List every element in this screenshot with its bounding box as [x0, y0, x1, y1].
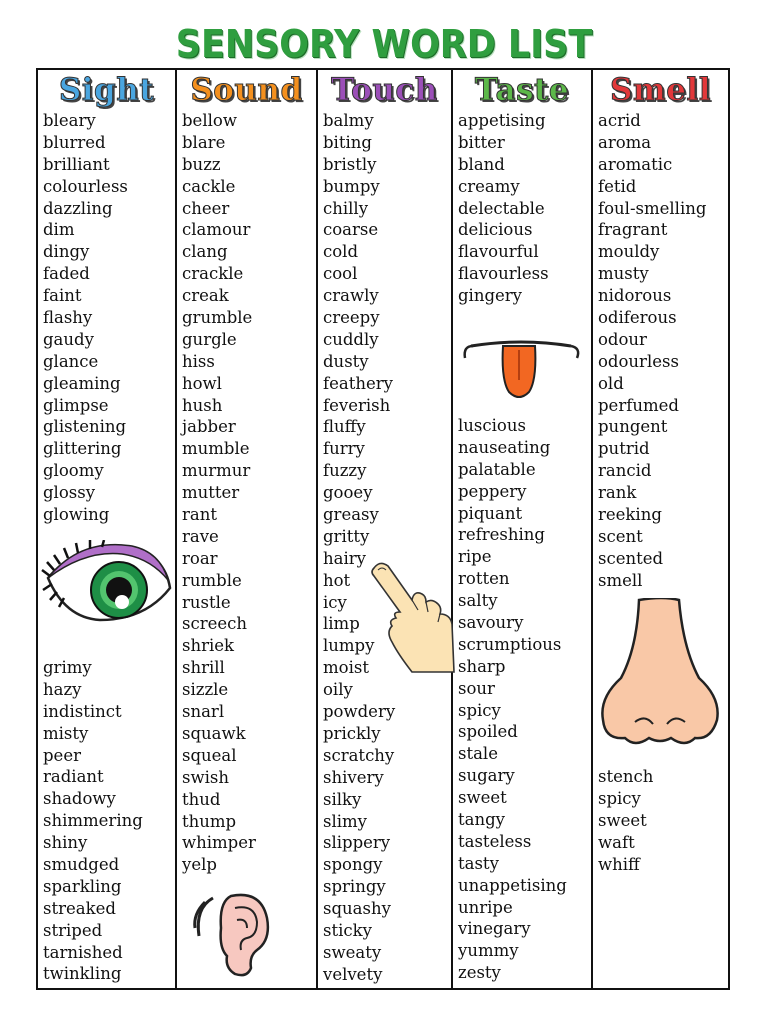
- word-item: odour: [598, 329, 647, 349]
- heading-touch: Touch: [331, 72, 438, 108]
- eye-icon: [40, 540, 172, 630]
- word-item: rant: [182, 505, 217, 525]
- word-item: feverish: [323, 395, 391, 415]
- word-item: gritty: [323, 526, 370, 546]
- word-item: yelp: [182, 855, 217, 875]
- word-item: streaked: [43, 898, 116, 918]
- word-item: biting: [323, 132, 372, 152]
- word-item: balmy: [323, 111, 374, 130]
- word-item: clang: [182, 242, 228, 262]
- tongue-icon: [461, 340, 581, 405]
- word-item: fluffy: [323, 417, 366, 437]
- word-item: furry: [323, 439, 365, 459]
- word-item: bleary: [43, 111, 96, 130]
- word-item: sugary: [458, 766, 515, 786]
- word-item: faded: [43, 264, 90, 284]
- word-item: prickly: [323, 723, 381, 743]
- column-touch: [318, 70, 453, 988]
- word-item: delicious: [458, 220, 533, 240]
- word-item: powdery: [323, 702, 396, 722]
- word-item: perfumed: [598, 395, 679, 415]
- word-item: scratchy: [323, 745, 395, 765]
- word-item: refreshing: [458, 525, 545, 545]
- word-item: colourless: [43, 176, 128, 196]
- word-item: odourless: [598, 351, 679, 371]
- word-item: scent: [598, 526, 643, 546]
- word-list-sight-top: [38, 110, 175, 526]
- word-item: squeal: [182, 745, 237, 765]
- word-item: spicy: [458, 700, 501, 720]
- word-item: delectable: [458, 198, 545, 218]
- word-item: flavourless: [458, 264, 549, 284]
- word-list-sight-bottom: [38, 657, 143, 985]
- page-title: SENSORY WORD LIST: [175, 22, 593, 66]
- word-item: bristly: [323, 154, 377, 174]
- word-item: gaudy: [43, 329, 94, 349]
- word-item: scrumptious: [458, 634, 562, 654]
- word-item: gingery: [458, 286, 523, 306]
- word-item: tasteless: [458, 831, 532, 851]
- word-item: flavourful: [458, 242, 539, 262]
- word-item: bellow: [182, 111, 237, 130]
- word-item: grimy: [43, 658, 92, 677]
- word-item: dim: [43, 220, 75, 240]
- word-item: glimpse: [43, 395, 109, 415]
- word-item: tasty: [458, 853, 499, 873]
- word-item: gleaming: [43, 373, 121, 393]
- word-item: sparkling: [43, 876, 122, 896]
- word-item: hush: [182, 395, 223, 415]
- word-item: brilliant: [43, 154, 110, 174]
- word-item: silky: [323, 789, 362, 809]
- word-item: hiss: [182, 351, 215, 371]
- word-item: radiant: [43, 767, 104, 787]
- column-taste: [453, 70, 593, 988]
- word-item: twinkling: [43, 964, 122, 984]
- word-item: whimper: [182, 833, 256, 853]
- word-item: moist: [323, 658, 369, 678]
- column-sound: [177, 70, 318, 988]
- word-item: shadowy: [43, 789, 116, 809]
- word-item: slippery: [323, 833, 391, 853]
- word-item: lumpy: [323, 636, 375, 656]
- word-item: nidorous: [598, 286, 672, 306]
- word-item: sticky: [323, 920, 372, 940]
- word-item: hairy: [323, 548, 366, 568]
- word-item: musty: [598, 264, 649, 284]
- word-item: gooey: [323, 483, 373, 503]
- heading-sight: Sight: [58, 72, 155, 108]
- word-list-taste-bottom: [453, 415, 567, 984]
- word-item: squashy: [323, 899, 391, 919]
- word-item: putrid: [598, 439, 650, 459]
- ear-icon: [191, 888, 281, 983]
- word-item: fuzzy: [323, 461, 367, 481]
- word-item: howl: [182, 373, 222, 393]
- word-item: unripe: [458, 897, 513, 917]
- word-item: spicy: [598, 788, 641, 808]
- word-list-smell-top: [593, 110, 728, 592]
- word-item: palatable: [458, 459, 536, 479]
- word-item: creak: [182, 286, 229, 306]
- word-item: springy: [323, 877, 386, 897]
- word-item: slimy: [323, 811, 367, 831]
- word-list-smell-bottom: [593, 766, 653, 875]
- word-item: glistening: [43, 417, 127, 437]
- word-item: squawk: [182, 723, 246, 743]
- word-item: misty: [43, 723, 89, 743]
- word-item: vinegary: [458, 919, 531, 939]
- word-item: rustle: [182, 592, 231, 612]
- word-item: zesty: [458, 963, 501, 983]
- word-item: savoury: [458, 613, 524, 633]
- word-item: bland: [458, 154, 505, 174]
- word-item: grumble: [182, 308, 253, 328]
- word-item: salty: [458, 591, 498, 611]
- heading-taste: Taste: [474, 72, 570, 108]
- word-item: aromatic: [598, 154, 673, 174]
- word-item: nauseating: [458, 437, 551, 457]
- word-item: waft: [598, 832, 635, 852]
- word-item: coarse: [323, 220, 379, 240]
- word-item: rank: [598, 483, 637, 503]
- word-item: blurred: [43, 132, 106, 152]
- word-item: glance: [43, 351, 99, 371]
- word-item: smell: [598, 570, 643, 590]
- word-item: mouldy: [598, 242, 660, 262]
- word-item: gloomy: [43, 461, 104, 481]
- heading-sound: Sound: [190, 72, 303, 108]
- word-item: clamour: [182, 220, 251, 240]
- word-item: whiff: [598, 854, 640, 874]
- word-item: smudged: [43, 855, 120, 875]
- word-list-taste-top: [453, 110, 591, 307]
- word-item: spoiled: [458, 722, 518, 742]
- word-item: thud: [182, 789, 221, 809]
- word-item: murmur: [182, 461, 251, 481]
- word-item: dingy: [43, 242, 90, 262]
- word-item: rancid: [598, 461, 652, 481]
- word-item: peer: [43, 745, 81, 765]
- word-item: velvety: [323, 964, 383, 984]
- word-item: roar: [182, 548, 218, 568]
- word-item: sweet: [598, 810, 647, 830]
- word-item: stale: [458, 744, 498, 764]
- word-item: cool: [323, 264, 358, 284]
- word-item: swish: [182, 767, 229, 787]
- word-item: faint: [43, 286, 82, 306]
- word-item: fetid: [598, 176, 637, 196]
- word-item: sizzle: [182, 680, 229, 700]
- word-item: fragrant: [598, 220, 668, 240]
- word-item: spongy: [323, 855, 383, 875]
- word-item: aroma: [598, 132, 652, 152]
- word-item: cackle: [182, 176, 236, 196]
- word-item: sour: [458, 678, 495, 698]
- word-item: feathery: [323, 373, 393, 393]
- word-item: shiny: [43, 833, 88, 853]
- word-item: odiferous: [598, 308, 677, 328]
- word-item: creepy: [323, 308, 380, 328]
- word-item: scented: [598, 548, 664, 568]
- word-item: yummy: [458, 941, 519, 961]
- heading-smell: Smell: [610, 72, 711, 108]
- word-item: cuddly: [323, 329, 379, 349]
- word-item: rave: [182, 526, 219, 546]
- word-item: jabber: [182, 417, 236, 437]
- word-item: snarl: [182, 702, 225, 722]
- word-item: dazzling: [43, 198, 113, 218]
- word-item: cheer: [182, 198, 230, 218]
- word-item: luscious: [458, 416, 526, 435]
- word-item: mutter: [182, 483, 240, 503]
- word-item: creamy: [458, 176, 520, 196]
- word-item: dusty: [323, 351, 369, 371]
- word-item: unappetising: [458, 875, 567, 895]
- word-item: sweet: [458, 788, 507, 808]
- word-item: blare: [182, 132, 226, 152]
- word-item: buzz: [182, 154, 221, 174]
- word-item: greasy: [323, 505, 379, 525]
- word-item: shimmering: [43, 811, 143, 831]
- word-item: gurgle: [182, 329, 237, 349]
- word-item: piquant: [458, 503, 523, 523]
- word-item: sharp: [458, 656, 506, 676]
- column-sight: [38, 70, 177, 988]
- word-item: peppery: [458, 481, 527, 501]
- word-item: foul-smelling: [598, 198, 707, 218]
- word-item: acrid: [598, 111, 641, 130]
- word-item: crackle: [182, 264, 244, 284]
- word-item: reeking: [598, 505, 662, 525]
- pointing-hand-icon: [368, 560, 458, 680]
- word-list-sound: [177, 110, 316, 876]
- word-item: icy: [323, 592, 347, 612]
- word-item: hazy: [43, 679, 82, 699]
- word-item: chilly: [323, 198, 369, 218]
- nose-icon: [599, 598, 721, 751]
- word-item: tarnished: [43, 942, 123, 962]
- word-item: bitter: [458, 132, 505, 152]
- word-item: oily: [323, 680, 353, 700]
- word-item: shrill: [182, 658, 225, 678]
- word-item: ripe: [458, 547, 492, 567]
- word-item: shriek: [182, 636, 235, 656]
- word-item: cold: [323, 242, 359, 262]
- word-item: shivery: [323, 767, 384, 787]
- word-item: appetising: [458, 111, 546, 130]
- word-list-touch: [318, 110, 451, 986]
- word-item: screech: [182, 614, 247, 634]
- word-item: mumble: [182, 439, 250, 459]
- word-item: rumble: [182, 570, 242, 590]
- word-item: rotten: [458, 569, 510, 589]
- word-item: glossy: [43, 483, 96, 503]
- word-item: striped: [43, 920, 103, 940]
- word-item: tangy: [458, 810, 505, 830]
- word-item: sweaty: [323, 942, 382, 962]
- word-item: thump: [182, 811, 237, 831]
- word-item: glowing: [43, 505, 110, 525]
- word-table: [36, 68, 730, 990]
- column-smell: [593, 70, 728, 988]
- word-item: bumpy: [323, 176, 380, 196]
- word-item: glittering: [43, 439, 122, 459]
- word-item: stench: [598, 767, 654, 786]
- word-item: old: [598, 373, 624, 393]
- word-item: crawly: [323, 286, 379, 306]
- word-item: pungent: [598, 417, 668, 437]
- word-item: flashy: [43, 308, 93, 328]
- word-item: hot: [323, 570, 351, 590]
- word-item: limp: [323, 614, 360, 634]
- word-item: indistinct: [43, 701, 122, 721]
